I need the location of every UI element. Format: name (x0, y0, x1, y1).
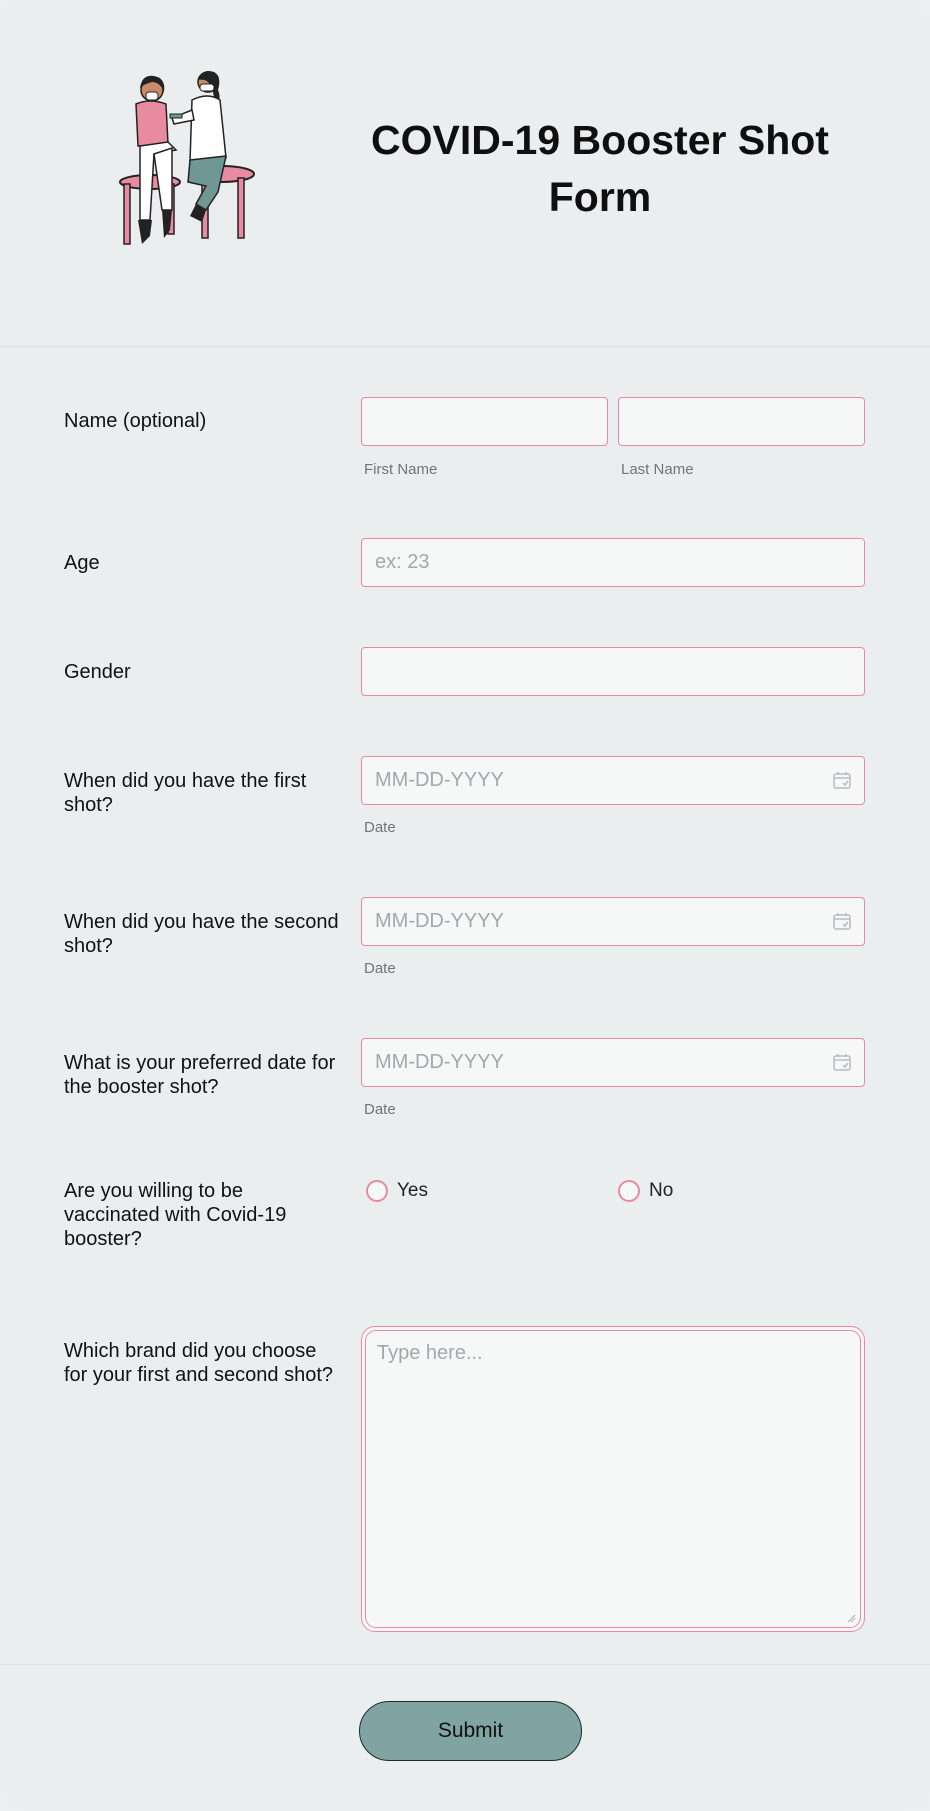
resize-handle-icon[interactable] (846, 1613, 856, 1623)
age-input[interactable]: ex: 23 (361, 538, 865, 587)
radio-yes-circle[interactable] (366, 1180, 388, 1202)
second-shot-sublabel: Date (364, 960, 396, 977)
preferred-date-sublabel: Date (364, 1101, 396, 1118)
first-shot-label: When did you have the first shot? (64, 770, 307, 816)
first-name-input[interactable] (361, 397, 608, 446)
gender-label: Gender (64, 661, 131, 683)
radio-no-label: No (649, 1180, 674, 1201)
gender-input[interactable] (361, 647, 865, 696)
second-shot-placeholder: MM-DD-YYYY (375, 910, 504, 932)
first-shot-placeholder: MM-DD-YYYY (375, 769, 504, 791)
name-label: Name (optional) (64, 410, 207, 432)
first-name-sublabel: First Name (364, 461, 438, 478)
footer-divider (0, 1664, 930, 1665)
page-title: COVID-19 Booster Shot Form (371, 117, 829, 220)
second-shot-date-input[interactable] (361, 897, 865, 946)
submit-button[interactable]: Submit (359, 1701, 582, 1761)
preferred-date-input[interactable] (361, 1038, 865, 1087)
brand-label: Which brand did you choose for your first and second shot? (64, 1340, 334, 1386)
second-shot-label: When did you have the second shot? (64, 911, 339, 957)
calendar-icon[interactable] (832, 1052, 852, 1072)
vaccination-illustration (110, 70, 270, 270)
age-label: Age (64, 552, 100, 574)
radio-yes[interactable] (366, 1180, 428, 1202)
first-shot-date-input[interactable] (361, 756, 865, 805)
radio-yes-label: Yes (397, 1180, 428, 1201)
last-name-sublabel: Last Name (621, 461, 694, 478)
brand-textarea[interactable] (361, 1326, 865, 1632)
calendar-icon[interactable] (832, 770, 852, 790)
last-name-input[interactable] (618, 397, 865, 446)
first-shot-sublabel: Date (364, 819, 396, 836)
preferred-date-label: What is your preferred date for the booster shot? (64, 1052, 336, 1098)
radio-no-circle[interactable] (618, 1180, 640, 1202)
willing-label: Are you willing to be vaccinated with Covid-19 booster? (64, 1180, 287, 1250)
radio-no[interactable] (618, 1180, 673, 1202)
form-header (0, 0, 930, 347)
brand-textarea-placeholder: Type here... (365, 1330, 861, 1628)
preferred-date-placeholder: MM-DD-YYYY (375, 1051, 504, 1073)
calendar-icon[interactable] (832, 911, 852, 931)
